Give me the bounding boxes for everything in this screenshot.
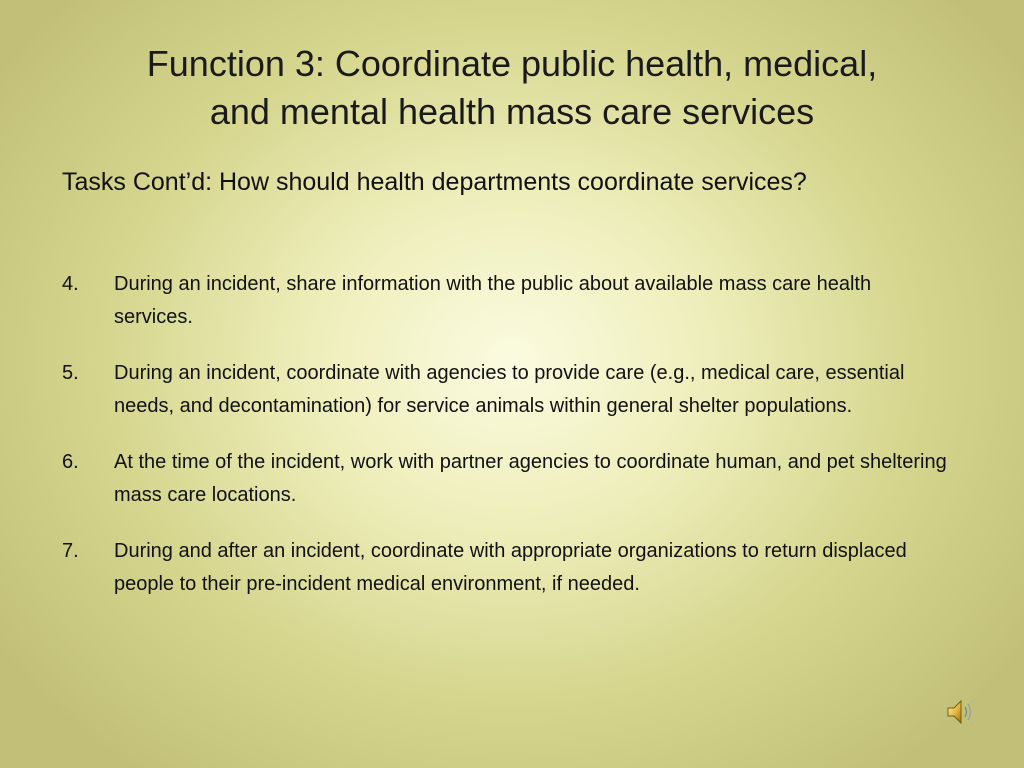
task-item-7 [62,535,952,601]
task-number: 5. [62,362,79,384]
slide-title-line-2: and mental health mass care services [209,91,815,132]
task-text: At the time of the incident, work with partner agencies to coordinate human, and pet sheltering mass care locations. [114,451,947,506]
speaker-icon[interactable] [946,698,976,726]
task-text: During an incident, coordinate with agencies to provide care (e.g., medical care, essential needs, and decontamination) for service animals within general shelter populations. [114,362,905,417]
task-item-5 [62,357,952,423]
task-number: 7. [62,540,79,562]
task-item-6 [62,446,952,512]
task-text: During an incident, share information with the public about available mass care health services. [114,273,872,328]
task-list [62,268,952,624]
slide-title-line-1: Function 3: Coordinate public health, medical, [146,43,878,84]
slide-title [60,40,964,136]
task-item-4 [62,268,952,334]
task-text: During and after an incident, coordinate with appropriate organizations to return displaced people to their pre-incident medical environment, if needed. [114,540,907,595]
task-number: 6. [62,451,79,473]
task-number: 4. [62,273,79,295]
tasks-subheading: Tasks Cont’d: How should health departments coordinate services? [62,168,807,196]
